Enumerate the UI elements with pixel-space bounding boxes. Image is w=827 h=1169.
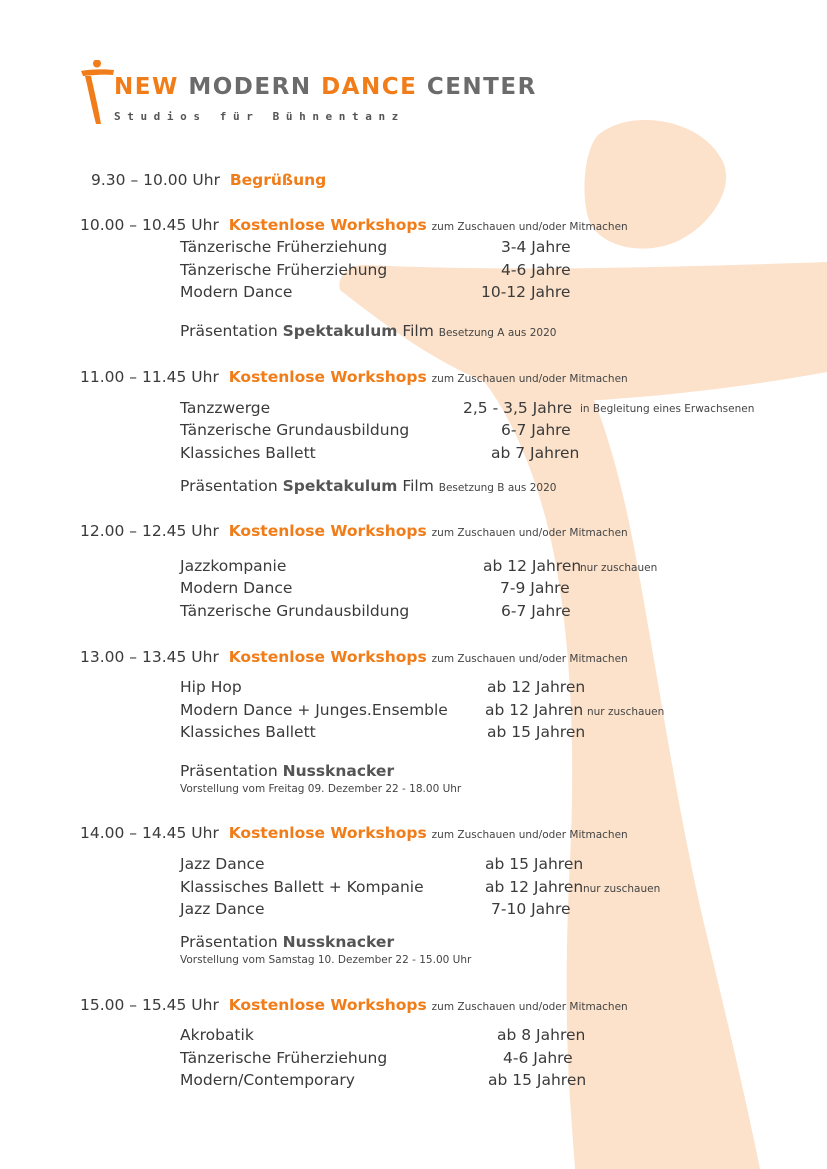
session-note: zum Zuschauen und/oder Mitmachen (431, 653, 628, 665)
workshop-age: ab 15 Jahren (488, 1071, 587, 1089)
welcome-time: 9.30 – 10.00 Uhr (91, 171, 220, 189)
workshop-age: 7-9 Jahre (500, 579, 570, 597)
session-title: Kostenlose Workshops (228, 648, 427, 666)
workshop-age: 6-7 Jahre (501, 421, 571, 439)
workshop-note: nur zuschauen (587, 706, 665, 718)
session-time: 12.00 – 12.45 Uhr (80, 522, 219, 540)
workshop-age: ab 15 Jahren (485, 855, 584, 873)
presentation-suffix: Film (402, 477, 434, 495)
workshop-note: nur zuschauen (580, 562, 658, 574)
workshop-age: 3-4 Jahre (501, 238, 571, 256)
workshop-name: Tänzerische Früherziehung (180, 261, 388, 279)
workshop-age: ab 15 Jahren (487, 723, 586, 741)
workshop-name: Tanzzwerge (180, 399, 271, 417)
workshop-age: ab 12 Jahren (483, 557, 582, 575)
session-time: 14.00 – 14.45 Uhr (80, 824, 219, 842)
presentation-label: Präsentation (180, 933, 278, 951)
presentation (180, 935, 394, 951)
session-note: zum Zuschauen und/oder Mitmachen (431, 1001, 628, 1013)
workshop-name: Tänzerische Früherziehung (180, 1049, 388, 1067)
workshop-name: Modern Dance (180, 283, 293, 301)
logo-word-new: NEW (114, 74, 179, 100)
presentation (180, 764, 394, 780)
presentation (180, 479, 556, 495)
logo-word-center: CENTER (426, 74, 537, 100)
presentation-label: Präsentation (180, 322, 278, 340)
session-time: 15.00 – 15.45 Uhr (80, 996, 219, 1014)
session-time: 11.00 – 11.45 Uhr (80, 368, 219, 386)
workshop-name: Hip Hop (180, 678, 242, 696)
session-header (80, 650, 628, 666)
session-header (80, 826, 628, 842)
session-note: zum Zuschauen und/oder Mitmachen (431, 527, 628, 539)
session-title: Kostenlose Workshops (228, 996, 427, 1014)
workshop-age: 10-12 Jahre (481, 283, 571, 301)
session-header (80, 998, 628, 1014)
workshop-note: nur zuschauen (583, 883, 661, 895)
presentation-title: Spektakulum (282, 477, 398, 495)
session-time: 10.00 – 10.45 Uhr (80, 216, 219, 234)
workshop-name: Jazz Dance (180, 855, 265, 873)
workshop-age: 4-6 Jahre (503, 1049, 573, 1067)
presentation-subline: Vorstellung vom Freitag 09. Dezember 22 - 18.00 Uhr (180, 783, 462, 795)
workshop-age: ab 12 Jahren (485, 878, 584, 896)
workshop-note: in Begleitung eines Erwachsenen (580, 403, 755, 415)
session-title: Kostenlose Workshops (228, 216, 427, 234)
workshop-name: Modern Dance (180, 579, 293, 597)
presentation-label: Präsentation (180, 477, 278, 495)
workshop-age: 4-6 Jahre (501, 261, 571, 279)
logo-word-modern: MODERN (188, 74, 312, 100)
presentation (180, 324, 556, 340)
workshop-name: Klassiches Ballett (180, 444, 316, 462)
presentation-label: Präsentation (180, 762, 278, 780)
presentation-suffix: Film (402, 322, 434, 340)
session-note: zum Zuschauen und/oder Mitmachen (431, 373, 628, 385)
session-note: zum Zuschauen und/oder Mitmachen (431, 221, 628, 233)
logo-subtitle: Studios für Bühnentanz (114, 110, 405, 123)
session-time: 13.00 – 13.45 Uhr (80, 648, 219, 666)
workshop-name: Klassiches Ballett (180, 723, 316, 741)
session-header (80, 370, 628, 386)
welcome-row (91, 173, 326, 189)
workshop-age: ab 8 Jahren (497, 1026, 586, 1044)
presentation-title: Nussknacker (282, 762, 395, 780)
workshop-age: ab 12 Jahren (485, 701, 584, 719)
session-title: Kostenlose Workshops (228, 824, 427, 842)
workshop-age: 6-7 Jahre (501, 602, 571, 620)
presentation-note: Besetzung B aus 2020 (438, 482, 557, 494)
presentation-title: Nussknacker (282, 933, 395, 951)
session-note: zum Zuschauen und/oder Mitmachen (431, 829, 628, 841)
workshop-name: Tänzerische Früherziehung (180, 238, 388, 256)
session-title: Kostenlose Workshops (228, 368, 427, 386)
workshop-age: 2,5 - 3,5 Jahre (463, 399, 573, 417)
workshop-name: Jazz Dance (180, 900, 265, 918)
session-title: Kostenlose Workshops (228, 522, 427, 540)
session-header (80, 524, 628, 540)
workshop-name: Modern Dance + Junges.Ensemble (180, 701, 448, 719)
workshop-name: Klassisches Ballett + Kompanie (180, 878, 424, 896)
workshop-name: Tänzerische Grundausbildung (180, 602, 410, 620)
workshop-name: Akrobatik (180, 1026, 254, 1044)
presentation-title: Spektakulum (282, 322, 398, 340)
workshop-age: ab 7 Jahren (491, 444, 580, 462)
session-header (80, 218, 628, 234)
workshop-name: Jazzkompanie (180, 557, 287, 575)
presentation-subline: Vorstellung vom Samstag 10. Dezember 22 - 15.00 Uhr (180, 954, 472, 966)
presentation-note: Besetzung A aus 2020 (438, 327, 557, 339)
welcome-title: Begrüßung (229, 171, 327, 189)
logo-word-dance: DANCE (321, 74, 418, 100)
workshop-name: Tänzerische Grundausbildung (180, 421, 410, 439)
workshop-name: Modern/Contemporary (180, 1071, 355, 1089)
workshop-age: ab 12 Jahren (487, 678, 586, 696)
workshop-age: 7-10 Jahre (491, 900, 571, 918)
